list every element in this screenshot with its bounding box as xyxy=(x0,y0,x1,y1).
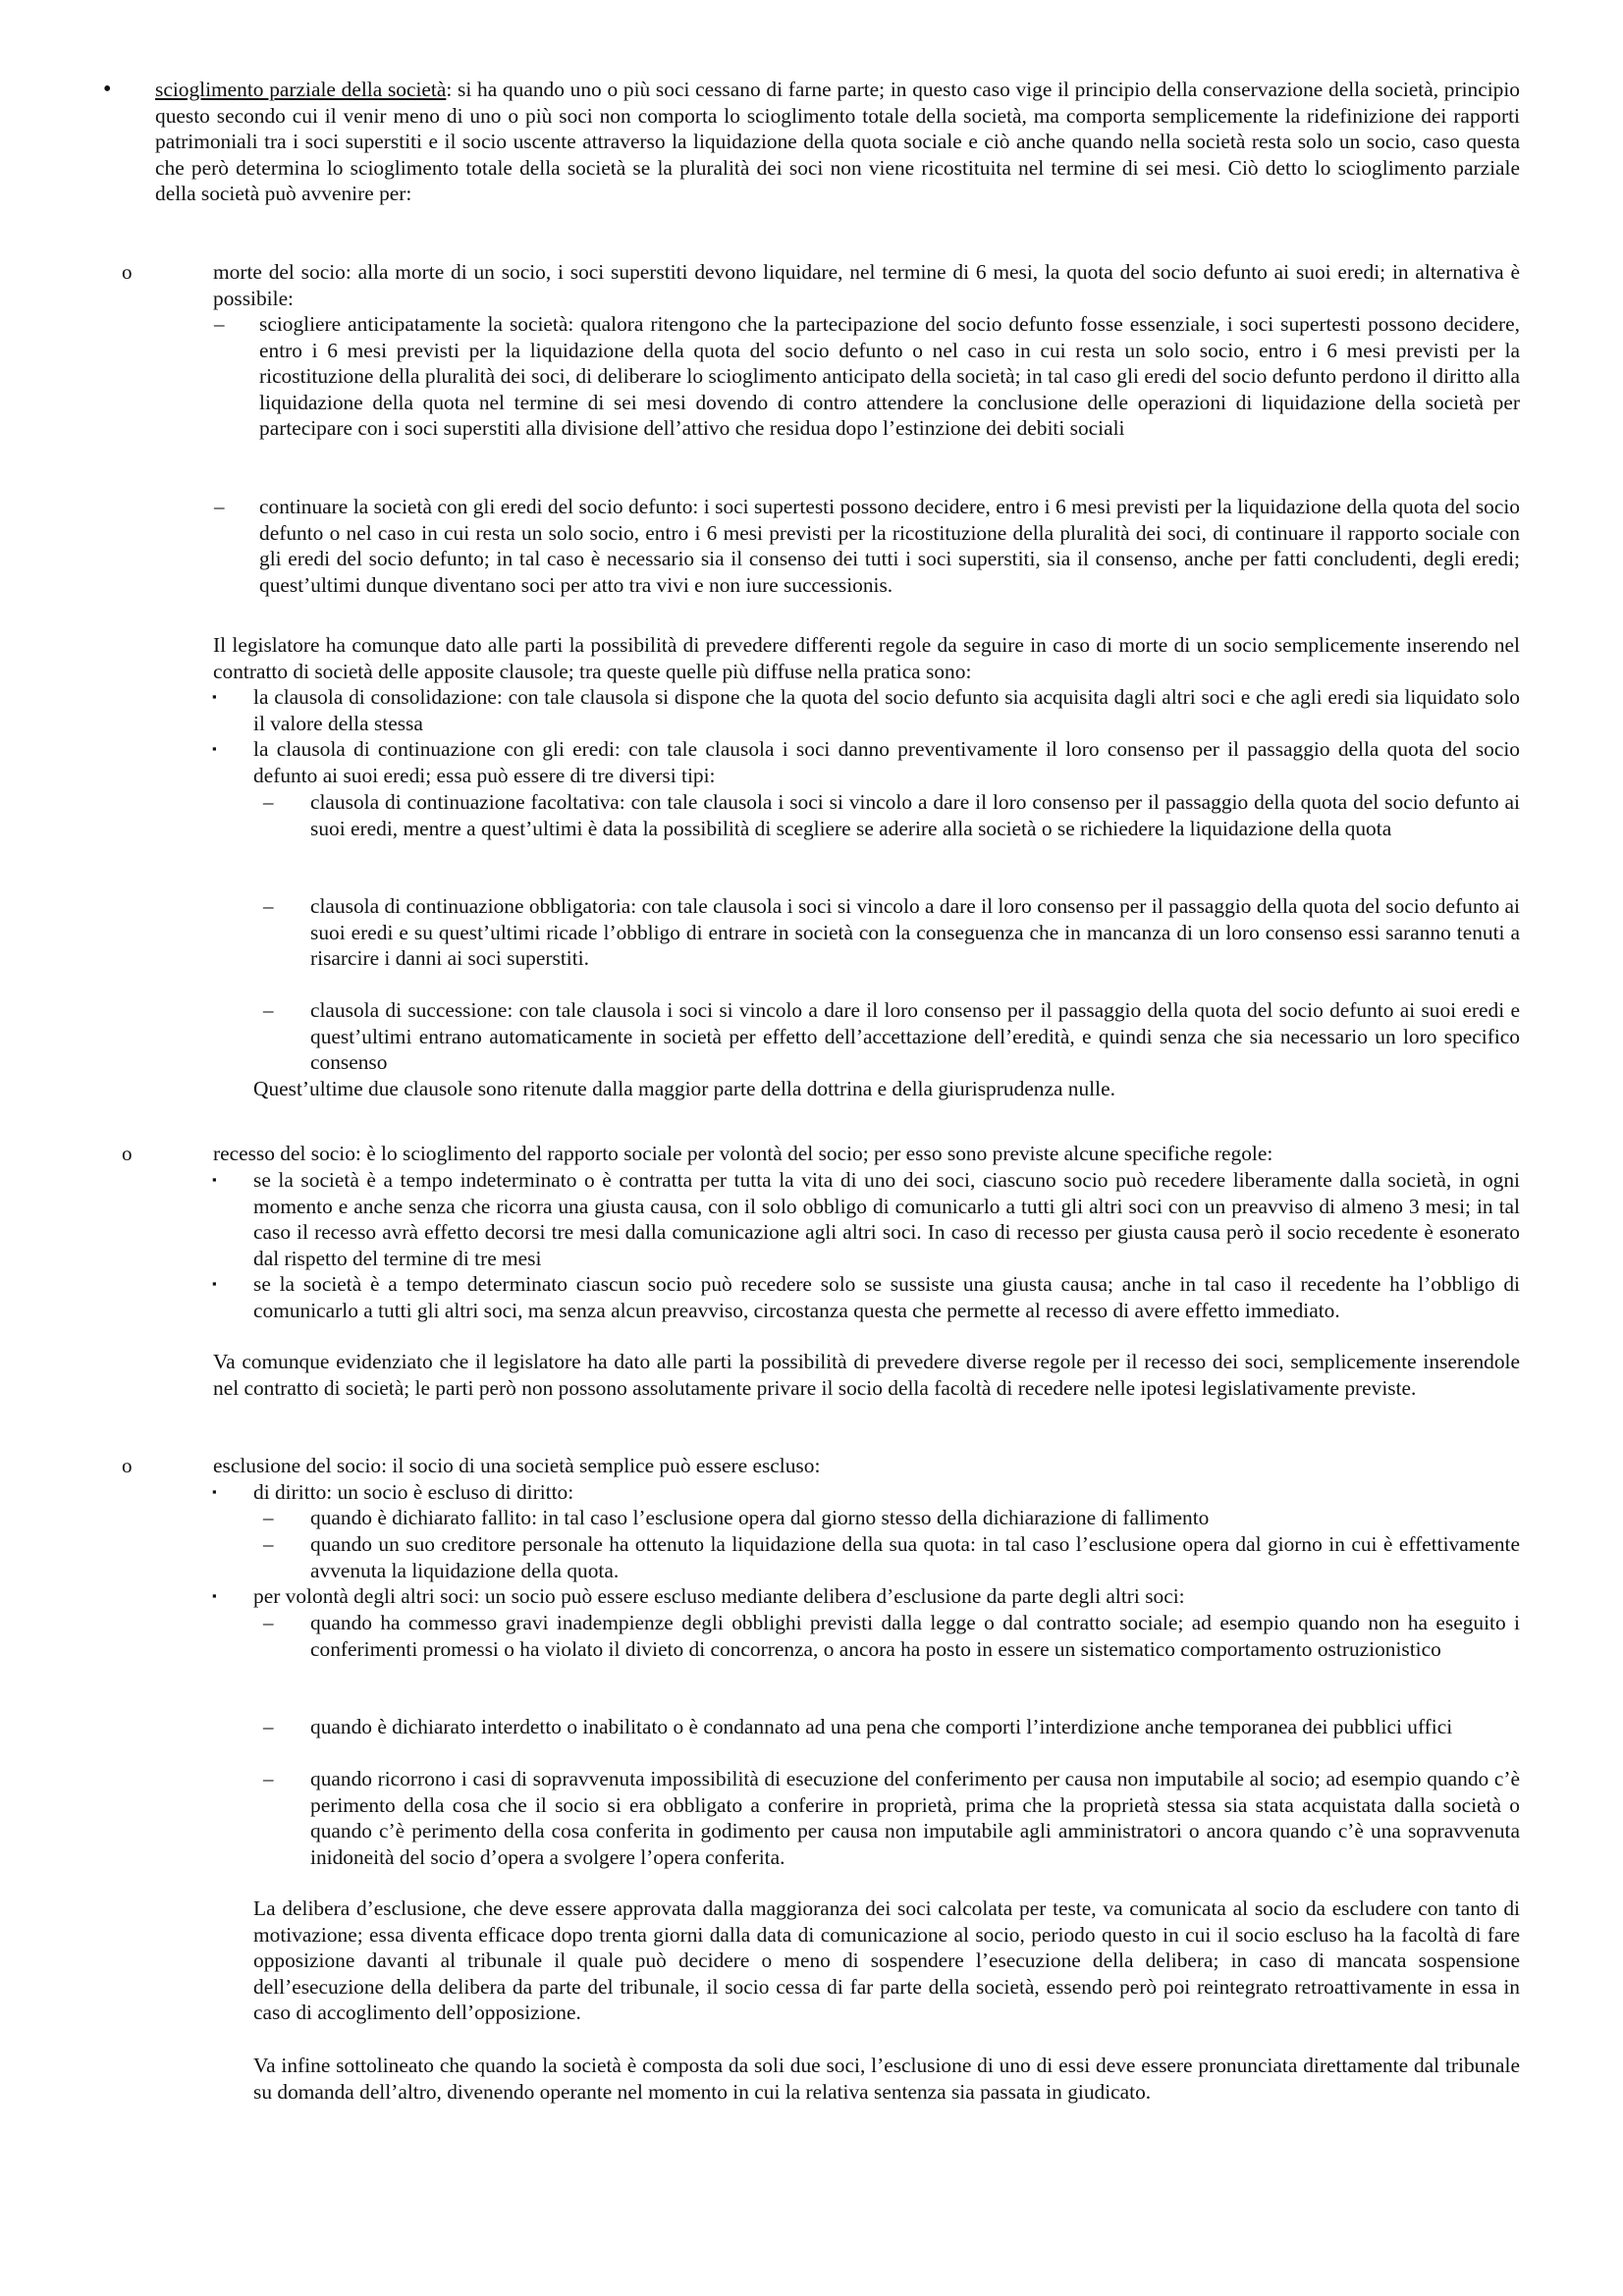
paragraph-legislatore-clausole: Il legislatore ha comunque dato alle parti la possibilità di prevedere differenti regole da seguire in caso di morte di un socio semplicemente inserendo nel contratto di società delle apposite clausole; tra queste quelle più diffuse nella pratica sono: xyxy=(213,633,1520,683)
dash-marker: – xyxy=(263,1611,274,1634)
circle-marker: o xyxy=(122,1142,133,1165)
item-creditore-personale: quando un suo creditore personale ha ottenuto la liquidazione della sua quota: in tal caso l’esclusione opera dal giorno in cui è effettivamente avvenuta la liquidazione della quota. xyxy=(310,1532,1520,1582)
square-marker: ▪ xyxy=(212,741,217,756)
square-marker: ▪ xyxy=(212,1588,217,1603)
square-marker: ▪ xyxy=(212,1484,217,1499)
item-continuazione-obbligatoria: clausola di continuazione obbligatoria: con tale clausola i soci si vincolo a dare il loro consenso per il passaggio della quota del socio defunto ai suoi eredi e su quest’ultimi ricade l’obbligo di entrare in società con la conseguenza che in mancanza di un loro consenso essi saranno tenuti a risarcire i danni ai soci superstiti. xyxy=(310,894,1520,971)
paragraph-clausole-nulle: Quest’ultime due clausole sono ritenute dalla maggior parte della dottrina e della giurisprudenza nulle. xyxy=(253,1077,1115,1100)
item-di-diritto: di diritto: un socio è escluso di diritto: xyxy=(253,1480,574,1504)
paragraph-due-soci: Va infine sottolineato che quando la società è composta da soli due soci, l’esclusione di uno di essi deve essere pronunciata direttamente dal tribunale su domanda dell’altro, divenendo operante nel momento in cui la relativa sentenza sia passata in giudicato. xyxy=(253,2054,1520,2104)
square-marker: ▪ xyxy=(212,1172,217,1187)
dash-marker: – xyxy=(214,495,225,518)
dash-marker: – xyxy=(263,894,274,918)
item-sopravvenuta-impossibilita: quando ricorrono i casi di sopravvenuta impossibilità di esecuzione del conferimento per causa non imputabile al socio; ad esempio quando c’è perimento della cosa che il socio si era obbligato a conferire in proprietà, prima che la proprietà stessa sia stata acquistata dalla società o quando c’è perimento della cosa conferita in godimento per causa non imputabile agli amministratori o ancora quando c’è una sopravvenuta inidoneità del socio d’opera a svolgere l’opera conferita. xyxy=(310,1767,1520,1869)
item-tempo-determinato: se la società è a tempo determinato ciascun socio può recedere solo se sussiste una giusta causa; anche in tal caso il recedente ha l’obbligo di comunicarlo a tutti gli altri soci, ma senza alcun preavviso, circostanza questa che permette al recesso di avere effetto immediato. xyxy=(253,1272,1520,1322)
dash-marker: – xyxy=(263,1715,274,1738)
dash-marker: – xyxy=(263,1532,274,1556)
circle-marker: o xyxy=(122,260,133,284)
item-tempo-indeterminato: se la società è a tempo indeterminato o è contratta per tutta la vita di uno dei soci, ciascuno socio può recedere liberamente dalla società, in ogni momento e anche senza che ricorra una giusta causa, con il solo obbligo di comunicarlo a tutti gli altri soci con un preavviso di almeno 3 mesi; in tal caso il recesso avrà effetto decorsi tre mesi dalla comunicazione agli altri soci. In caso di recesso per giusta causa però il socio recedente è esonerato dal rispetto del termine di tre mesi xyxy=(253,1168,1520,1270)
dash-marker: – xyxy=(263,1767,274,1790)
item-clausola-consolidazione: la clausola di consolidazione: con tale clausola si dispone che la quota del socio defunto sia acquisita dagli altri soci e che agli eredi sia liquidato solo il valore della stessa xyxy=(253,685,1520,735)
item-recesso-socio: recesso del socio: è lo scioglimento del rapporto sociale per volontà del socio; per esso sono previste alcune specifiche regole: xyxy=(213,1142,1273,1165)
dash-marker: – xyxy=(263,1506,274,1529)
item-morte-socio: morte del socio: alla morte di un socio, i soci superstiti devono liquidare, nel termine di 6 mesi, la quota del socio defunto ai suoi eredi; in alternativa è possibile: xyxy=(213,260,1520,310)
dash-marker: – xyxy=(263,998,274,1022)
section-text: : si ha quando uno o più soci cessano di farne parte; in questo caso vige il principio della conservazione della società, principio questo secondo cui il venir meno di uno o più soci non comporta lo scioglimento totale della società, ma comporta semplicemente la ridefinizione dei rapporti patrimoniali tra i soci superstiti e il socio uscente attraverso la liquidazione della quota sociale e ciò anche quando nella società resta solo un socio, caso questa che però determina lo scioglimento totale della società se la pluralità dei soci non viene ricostituita nel termine di sei mesi. Ciò detto lo scioglimento parziale della società può avvenire per: xyxy=(155,78,1520,206)
item-continuare-societa: continuare la società con gli eredi del socio defunto: i soci supertesti possono decidere, entro i 6 mesi previsti per la liquidazione della quota del socio defunto o nel caso in cui resta un solo socio, entro i 6 mesi previsti per la ricostituzione della pluralità dei soci, di continuare il rapporto sociale con gli eredi del socio defunto; in tal caso è necessario sia il consenso dei tutti i soci superstiti, sia il consenso, anche per fatti concludenti, degli eredi; quest’ultimi dunque diventano soci per atto tra vivi e non iure successionis. xyxy=(259,495,1520,597)
section-scioglimento-parziale xyxy=(155,77,1520,207)
item-continuazione-facoltativa: clausola di continuazione facoltativa: con tale clausola i soci si vincolo a dare il loro consenso per il passaggio della quota del socio defunto ai suoi eredi, mentre a quest’ultimi è data la possibilità di scegliere se aderire alla società o se richiedere la liquidazione della quota xyxy=(310,790,1520,840)
dash-marker: – xyxy=(214,312,225,336)
circle-marker: o xyxy=(122,1454,133,1477)
item-dichiarato-fallito: quando è dichiarato fallito: in tal caso l’esclusione opera dal giorno stesso della dichiarazione di fallimento xyxy=(310,1506,1210,1529)
bullet-marker: • xyxy=(103,77,112,102)
item-volonta-altri-soci: per volontà degli altri soci: un socio può essere escluso mediante delibera d’esclusione da parte degli altri soci: xyxy=(253,1584,1185,1608)
dash-marker: – xyxy=(263,790,274,814)
item-sciogliere-anticipatamente: sciogliere anticipatamente la società: qualora ritengono che la partecipazione del socio defunto fosse essenziale, i soci supertesti possono decidere, entro i 6 mesi previsti per la liquidazione della quota del socio defunto o nel caso in cui resta un solo socio, entro i 6 mesi previsti per la ricostituzione della pluralità dei soci, di deliberare lo scioglimento anticipato della società; in tal caso gli eredi del socio defunto perdono il diritto alla liquidazione della quota nel termine di sei mesi dovendo di contro attendere la conclusione delle operazioni di liquidazione della società per partecipare con i soci superstiti alla divisione dell’attivo che residua dopo l’estinzione dei debiti sociali xyxy=(259,312,1520,441)
item-interdetto-inabilitato: quando è dichiarato interdetto o inabilitato o è condannato ad una pena che comporti l’interdizione anche temporanea dei pubblici uffici xyxy=(310,1715,1453,1738)
paragraph-recesso-regole: Va comunque evidenziato che il legislatore ha dato alle parti la possibilità di prevedere diverse regole per il recesso dei soci, semplicemente inserendole nel contratto di società; le parti però non possono assolutamente privare il socio della facoltà di recedere nelle ipotesi legislativamente previste. xyxy=(213,1350,1520,1400)
section-heading: scioglimento parziale della società xyxy=(155,78,447,101)
item-clausola-successione: clausola di successione: con tale clausola i soci si vincolo a dare il loro consenso per il passaggio della quota del socio defunto ai suoi eredi e quest’ultimi entrano automaticamente in società per effetto dell’accettazione dell’eredità, e quindi senza che sia necessario un loro specifico consenso xyxy=(310,998,1520,1075)
item-gravi-inadempienze: quando ha commesso gravi inadempienze degli obblighi previsti dalla legge o dal contratto sociale; ad esempio quando non ha eseguito i conferimenti promessi o ha violato il divieto di concorrenza, o ancora ha posto in essere un sistematico comportamento ostruzionistico xyxy=(310,1611,1520,1661)
paragraph-delibera-esclusione: La delibera d’esclusione, che deve essere approvata dalla maggioranza dei soci calcolata per teste, va comunicata al socio da escludere con tanto di motivazione; essa diventa efficace dopo trenta giorni dalla data di comunicazione al socio, periodo questo in cui il socio escluso ha la facoltà di fare opposizione davanti al tribunale il quale può decidere o meno di sospendere l’esecuzione della delibera; in caso di mancata sospensione dell’esecuzione della delibera da parte del tribunale, il socio cessa di far parte della società, essendo però poi reintegrato retroattivamente in essa in caso di accoglimento dell’opposizione. xyxy=(253,1896,1520,2025)
square-marker: ▪ xyxy=(212,1276,217,1291)
item-clausola-continuazione: la clausola di continuazione con gli eredi: con tale clausola i soci danno preventivamente il loro consenso per il passaggio della quota del socio defunto ai suoi eredi; essa può essere di tre diversi tipi: xyxy=(253,737,1520,787)
square-marker: ▪ xyxy=(212,689,217,704)
item-esclusione-socio: esclusione del socio: il socio di una società semplice può essere escluso: xyxy=(213,1454,821,1477)
